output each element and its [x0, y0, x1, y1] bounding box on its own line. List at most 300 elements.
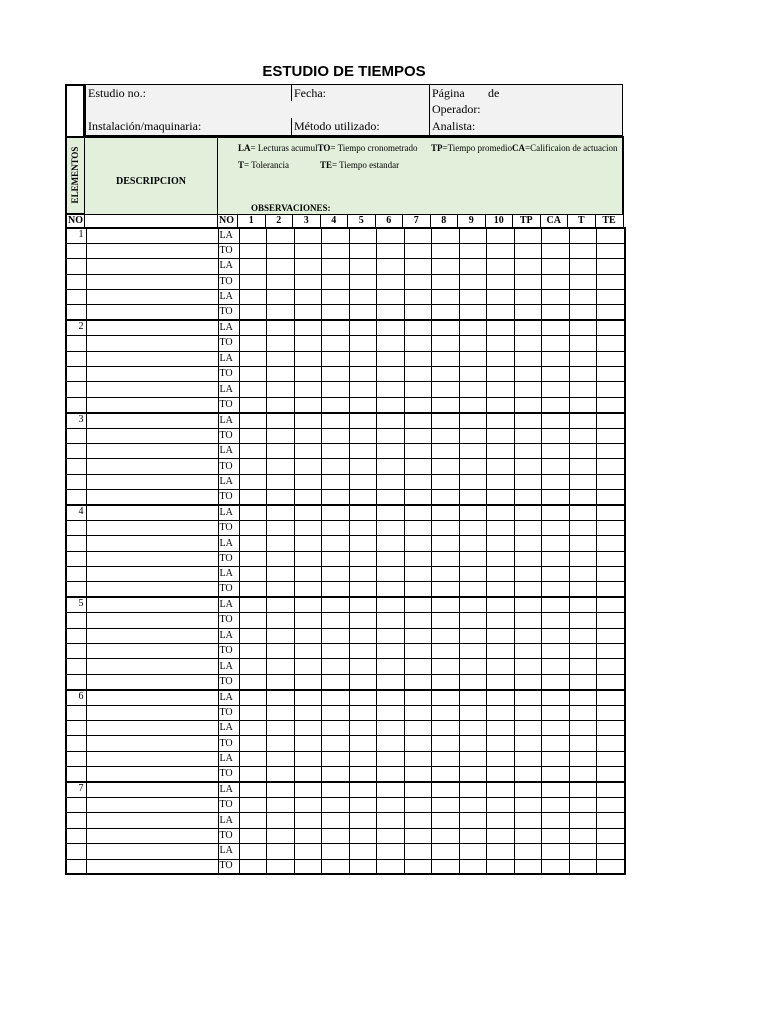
- observation-cell[interactable]: [514, 597, 542, 612]
- observation-cell[interactable]: [239, 520, 267, 535]
- observation-cell[interactable]: [377, 536, 405, 551]
- observation-cell[interactable]: [569, 274, 597, 289]
- observation-cell[interactable]: [294, 320, 322, 335]
- observation-cell[interactable]: [294, 705, 322, 720]
- observation-cell[interactable]: [597, 551, 625, 566]
- observation-cell[interactable]: [569, 813, 597, 828]
- observation-cell[interactable]: [597, 751, 625, 766]
- observation-cell[interactable]: [487, 705, 515, 720]
- description-cell[interactable]: [86, 382, 218, 397]
- observation-cell[interactable]: [597, 274, 625, 289]
- observation-cell[interactable]: [487, 828, 515, 843]
- observation-cell[interactable]: [542, 551, 570, 566]
- observation-cell[interactable]: [514, 490, 542, 505]
- observation-cell[interactable]: [267, 413, 295, 428]
- description-cell[interactable]: [86, 813, 218, 828]
- observation-cell[interactable]: [432, 797, 460, 812]
- observation-cell[interactable]: [349, 597, 377, 612]
- observation-cell[interactable]: [294, 767, 322, 782]
- observation-cell[interactable]: [432, 582, 460, 597]
- observation-cell[interactable]: [267, 767, 295, 782]
- observation-cell[interactable]: [432, 351, 460, 366]
- observation-cell[interactable]: [569, 397, 597, 412]
- observation-cell[interactable]: [322, 490, 350, 505]
- observation-cell[interactable]: [569, 751, 597, 766]
- description-cell[interactable]: [86, 290, 218, 305]
- observation-cell[interactable]: [569, 797, 597, 812]
- observation-cell[interactable]: [404, 259, 432, 274]
- element-number-cell[interactable]: [66, 551, 86, 566]
- observation-cell[interactable]: [349, 613, 377, 628]
- observation-cell[interactable]: [514, 228, 542, 243]
- observation-cell[interactable]: [514, 259, 542, 274]
- observation-cell[interactable]: [267, 782, 295, 797]
- observation-cell[interactable]: [322, 674, 350, 689]
- observation-cell[interactable]: [597, 397, 625, 412]
- observation-cell[interactable]: [514, 782, 542, 797]
- observation-cell[interactable]: [349, 736, 377, 751]
- observation-cell[interactable]: [459, 536, 487, 551]
- observation-cell[interactable]: [404, 274, 432, 289]
- observation-cell[interactable]: [377, 613, 405, 628]
- observation-cell[interactable]: [267, 721, 295, 736]
- description-cell[interactable]: [86, 351, 218, 366]
- observation-cell[interactable]: [542, 520, 570, 535]
- observation-cell[interactable]: [239, 336, 267, 351]
- observation-cell[interactable]: [377, 567, 405, 582]
- observation-cell[interactable]: [569, 351, 597, 366]
- observation-cell[interactable]: [239, 474, 267, 489]
- description-cell[interactable]: [86, 736, 218, 751]
- observation-cell[interactable]: [349, 290, 377, 305]
- observation-cell[interactable]: [349, 721, 377, 736]
- element-number-cell[interactable]: [66, 243, 86, 258]
- observation-cell[interactable]: [322, 428, 350, 443]
- element-number-cell[interactable]: [66, 305, 86, 320]
- observation-cell[interactable]: [239, 674, 267, 689]
- observation-cell[interactable]: [597, 228, 625, 243]
- observation-cell[interactable]: [542, 397, 570, 412]
- observation-cell[interactable]: [569, 520, 597, 535]
- observation-cell[interactable]: [349, 351, 377, 366]
- element-number-cell[interactable]: [66, 721, 86, 736]
- observation-cell[interactable]: [349, 320, 377, 335]
- observation-cell[interactable]: [542, 582, 570, 597]
- observation-cell[interactable]: [569, 859, 597, 874]
- observation-cell[interactable]: [267, 474, 295, 489]
- observation-cell[interactable]: [294, 582, 322, 597]
- observation-cell[interactable]: [542, 828, 570, 843]
- observation-cell[interactable]: [597, 490, 625, 505]
- observation-cell[interactable]: [349, 367, 377, 382]
- observation-cell[interactable]: [459, 228, 487, 243]
- observation-cell[interactable]: [377, 428, 405, 443]
- observation-cell[interactable]: [239, 690, 267, 705]
- observation-cell[interactable]: [542, 428, 570, 443]
- observation-cell[interactable]: [377, 290, 405, 305]
- observation-cell[interactable]: [377, 721, 405, 736]
- element-number-cell[interactable]: 4: [66, 505, 86, 520]
- description-cell[interactable]: [86, 674, 218, 689]
- observation-cell[interactable]: [267, 797, 295, 812]
- element-number-cell[interactable]: [66, 382, 86, 397]
- observation-cell[interactable]: [294, 536, 322, 551]
- observation-cell[interactable]: [487, 690, 515, 705]
- observation-cell[interactable]: [487, 428, 515, 443]
- observation-cell[interactable]: [239, 782, 267, 797]
- observation-cell[interactable]: [459, 243, 487, 258]
- observation-cell[interactable]: [322, 844, 350, 859]
- observation-cell[interactable]: [322, 397, 350, 412]
- observation-cell[interactable]: [377, 320, 405, 335]
- observation-cell[interactable]: [542, 859, 570, 874]
- observation-cell[interactable]: [294, 751, 322, 766]
- observation-cell[interactable]: [487, 674, 515, 689]
- observation-cell[interactable]: [294, 382, 322, 397]
- observation-cell[interactable]: [294, 859, 322, 874]
- element-number-cell[interactable]: [66, 536, 86, 551]
- observation-cell[interactable]: [377, 767, 405, 782]
- observation-cell[interactable]: [267, 320, 295, 335]
- observation-cell[interactable]: [294, 351, 322, 366]
- observation-cell[interactable]: [377, 459, 405, 474]
- observation-cell[interactable]: [459, 767, 487, 782]
- observation-cell[interactable]: [267, 628, 295, 643]
- observation-cell[interactable]: [432, 336, 460, 351]
- observation-cell[interactable]: [322, 613, 350, 628]
- observation-cell[interactable]: [432, 382, 460, 397]
- observation-cell[interactable]: [597, 844, 625, 859]
- observation-cell[interactable]: [459, 644, 487, 659]
- observation-cell[interactable]: [542, 320, 570, 335]
- observation-cell[interactable]: [349, 397, 377, 412]
- observation-cell[interactable]: [322, 505, 350, 520]
- observation-cell[interactable]: [239, 844, 267, 859]
- observation-cell[interactable]: [542, 674, 570, 689]
- observation-cell[interactable]: [294, 305, 322, 320]
- observation-cell[interactable]: [432, 459, 460, 474]
- observation-cell[interactable]: [239, 443, 267, 458]
- observation-cell[interactable]: [404, 305, 432, 320]
- observation-cell[interactable]: [322, 551, 350, 566]
- observation-cell[interactable]: [322, 520, 350, 535]
- observation-cell[interactable]: [267, 336, 295, 351]
- observation-cell[interactable]: [487, 520, 515, 535]
- observation-cell[interactable]: [459, 397, 487, 412]
- observation-cell[interactable]: [239, 382, 267, 397]
- observation-cell[interactable]: [267, 674, 295, 689]
- observation-cell[interactable]: [432, 367, 460, 382]
- observation-cell[interactable]: [542, 705, 570, 720]
- observation-cell[interactable]: [569, 690, 597, 705]
- observation-cell[interactable]: [542, 751, 570, 766]
- observation-cell[interactable]: [432, 828, 460, 843]
- observation-cell[interactable]: [322, 367, 350, 382]
- observation-cell[interactable]: [377, 828, 405, 843]
- observation-cell[interactable]: [487, 751, 515, 766]
- observation-cell[interactable]: [459, 828, 487, 843]
- element-number-cell[interactable]: [66, 490, 86, 505]
- observation-cell[interactable]: [377, 644, 405, 659]
- observation-cell[interactable]: [487, 336, 515, 351]
- observation-cell[interactable]: [294, 736, 322, 751]
- observation-cell[interactable]: [514, 382, 542, 397]
- observation-cell[interactable]: [267, 397, 295, 412]
- observation-cell[interactable]: [514, 428, 542, 443]
- observation-cell[interactable]: [322, 443, 350, 458]
- observation-cell[interactable]: [597, 721, 625, 736]
- observation-cell[interactable]: [322, 474, 350, 489]
- observation-cell[interactable]: [569, 305, 597, 320]
- observation-cell[interactable]: [459, 736, 487, 751]
- observation-cell[interactable]: [377, 228, 405, 243]
- element-number-cell[interactable]: [66, 367, 86, 382]
- observation-cell[interactable]: [514, 351, 542, 366]
- observation-cell[interactable]: [597, 259, 625, 274]
- observation-cell[interactable]: [349, 505, 377, 520]
- observation-cell[interactable]: [569, 767, 597, 782]
- observation-cell[interactable]: [569, 367, 597, 382]
- observation-cell[interactable]: [349, 336, 377, 351]
- observation-cell[interactable]: [514, 305, 542, 320]
- observation-cell[interactable]: [294, 397, 322, 412]
- observation-cell[interactable]: [459, 259, 487, 274]
- observation-cell[interactable]: [514, 705, 542, 720]
- observation-cell[interactable]: [569, 443, 597, 458]
- instalacion-field[interactable]: [85, 118, 292, 136]
- observation-cell[interactable]: [432, 259, 460, 274]
- observation-cell[interactable]: [267, 859, 295, 874]
- observation-cell[interactable]: [487, 259, 515, 274]
- observation-cell[interactable]: [514, 290, 542, 305]
- observation-cell[interactable]: [377, 597, 405, 612]
- observation-cell[interactable]: [239, 320, 267, 335]
- observation-cell[interactable]: [459, 597, 487, 612]
- observation-cell[interactable]: [404, 551, 432, 566]
- observation-cell[interactable]: [404, 828, 432, 843]
- observation-cell[interactable]: [514, 797, 542, 812]
- observation-cell[interactable]: [597, 443, 625, 458]
- element-number-cell[interactable]: [66, 567, 86, 582]
- observation-cell[interactable]: [322, 828, 350, 843]
- observation-cell[interactable]: [294, 551, 322, 566]
- description-cell[interactable]: [86, 751, 218, 766]
- observation-cell[interactable]: [239, 536, 267, 551]
- observation-cell[interactable]: [459, 690, 487, 705]
- observation-cell[interactable]: [349, 705, 377, 720]
- observation-cell[interactable]: [239, 551, 267, 566]
- observation-cell[interactable]: [597, 320, 625, 335]
- observation-cell[interactable]: [322, 351, 350, 366]
- element-number-cell[interactable]: [66, 613, 86, 628]
- observation-cell[interactable]: [569, 844, 597, 859]
- observation-cell[interactable]: [514, 582, 542, 597]
- observation-cell[interactable]: [239, 828, 267, 843]
- observation-cell[interactable]: [432, 813, 460, 828]
- observation-cell[interactable]: [294, 474, 322, 489]
- description-cell[interactable]: [86, 520, 218, 535]
- observation-cell[interactable]: [267, 813, 295, 828]
- observation-cell[interactable]: [294, 367, 322, 382]
- observation-cell[interactable]: [459, 320, 487, 335]
- observation-cell[interactable]: [322, 782, 350, 797]
- description-cell[interactable]: [86, 567, 218, 582]
- observation-cell[interactable]: [514, 628, 542, 643]
- description-cell[interactable]: [86, 797, 218, 812]
- observation-cell[interactable]: [404, 443, 432, 458]
- observation-cell[interactable]: [542, 782, 570, 797]
- observation-cell[interactable]: [294, 520, 322, 535]
- observation-cell[interactable]: [239, 813, 267, 828]
- observation-cell[interactable]: [432, 844, 460, 859]
- observation-cell[interactable]: [322, 659, 350, 674]
- observation-cell[interactable]: [487, 597, 515, 612]
- observation-cell[interactable]: [487, 490, 515, 505]
- description-cell[interactable]: [86, 782, 218, 797]
- element-number-cell[interactable]: 2: [66, 320, 86, 335]
- observation-cell[interactable]: [597, 367, 625, 382]
- observation-cell[interactable]: [377, 443, 405, 458]
- observation-cell[interactable]: [267, 490, 295, 505]
- element-number-cell[interactable]: [66, 705, 86, 720]
- observation-cell[interactable]: [459, 844, 487, 859]
- observation-cell[interactable]: [569, 474, 597, 489]
- description-cell[interactable]: [86, 459, 218, 474]
- description-cell[interactable]: [86, 597, 218, 612]
- observation-cell[interactable]: [432, 551, 460, 566]
- observation-cell[interactable]: [459, 582, 487, 597]
- observation-cell[interactable]: [569, 259, 597, 274]
- observation-cell[interactable]: [404, 397, 432, 412]
- observation-cell[interactable]: [294, 797, 322, 812]
- observation-cell[interactable]: [459, 751, 487, 766]
- observation-cell[interactable]: [487, 721, 515, 736]
- observation-cell[interactable]: [569, 290, 597, 305]
- description-cell[interactable]: [86, 397, 218, 412]
- observation-cell[interactable]: [487, 443, 515, 458]
- description-cell[interactable]: [86, 690, 218, 705]
- observation-cell[interactable]: [404, 505, 432, 520]
- observation-cell[interactable]: [377, 367, 405, 382]
- observation-cell[interactable]: [377, 382, 405, 397]
- observation-cell[interactable]: [322, 721, 350, 736]
- observation-cell[interactable]: [597, 567, 625, 582]
- observation-cell[interactable]: [239, 243, 267, 258]
- observation-cell[interactable]: [267, 443, 295, 458]
- observation-cell[interactable]: [514, 659, 542, 674]
- observation-cell[interactable]: [514, 367, 542, 382]
- element-number-cell[interactable]: 6: [66, 690, 86, 705]
- observation-cell[interactable]: [487, 290, 515, 305]
- observation-cell[interactable]: [569, 505, 597, 520]
- observation-cell[interactable]: [239, 797, 267, 812]
- observation-cell[interactable]: [432, 505, 460, 520]
- element-number-cell[interactable]: [66, 274, 86, 289]
- observation-cell[interactable]: [569, 428, 597, 443]
- element-number-cell[interactable]: [66, 859, 86, 874]
- observation-cell[interactable]: [459, 567, 487, 582]
- observation-cell[interactable]: [514, 567, 542, 582]
- observation-cell[interactable]: [377, 397, 405, 412]
- element-number-cell[interactable]: [66, 844, 86, 859]
- observation-cell[interactable]: [487, 243, 515, 258]
- observation-cell[interactable]: [377, 474, 405, 489]
- observation-cell[interactable]: [294, 290, 322, 305]
- element-number-cell[interactable]: [66, 751, 86, 766]
- observation-cell[interactable]: [349, 828, 377, 843]
- observation-cell[interactable]: [514, 813, 542, 828]
- observation-cell[interactable]: [432, 490, 460, 505]
- observation-cell[interactable]: [404, 382, 432, 397]
- observation-cell[interactable]: [487, 659, 515, 674]
- observation-cell[interactable]: [404, 520, 432, 535]
- observation-cell[interactable]: [569, 613, 597, 628]
- observation-cell[interactable]: [487, 859, 515, 874]
- observation-cell[interactable]: [542, 228, 570, 243]
- observation-cell[interactable]: [404, 320, 432, 335]
- observation-cell[interactable]: [542, 367, 570, 382]
- element-number-cell[interactable]: 3: [66, 413, 86, 428]
- observation-cell[interactable]: [294, 690, 322, 705]
- observation-cell[interactable]: [377, 659, 405, 674]
- observation-cell[interactable]: [239, 736, 267, 751]
- observation-cell[interactable]: [267, 505, 295, 520]
- observation-cell[interactable]: [377, 690, 405, 705]
- element-number-cell[interactable]: [66, 644, 86, 659]
- observation-cell[interactable]: [322, 628, 350, 643]
- observation-cell[interactable]: [322, 320, 350, 335]
- description-cell[interactable]: [86, 474, 218, 489]
- description-cell[interactable]: [86, 582, 218, 597]
- element-number-cell[interactable]: [66, 582, 86, 597]
- observation-cell[interactable]: [487, 228, 515, 243]
- observation-cell[interactable]: [404, 644, 432, 659]
- observation-cell[interactable]: [542, 797, 570, 812]
- observation-cell[interactable]: [432, 443, 460, 458]
- observation-cell[interactable]: [294, 659, 322, 674]
- observation-cell[interactable]: [432, 705, 460, 720]
- observation-cell[interactable]: [267, 551, 295, 566]
- observation-cell[interactable]: [597, 413, 625, 428]
- observation-cell[interactable]: [569, 782, 597, 797]
- observation-cell[interactable]: [267, 828, 295, 843]
- observation-cell[interactable]: [267, 690, 295, 705]
- observation-cell[interactable]: [267, 659, 295, 674]
- observation-cell[interactable]: [459, 551, 487, 566]
- observation-cell[interactable]: [239, 597, 267, 612]
- observation-cell[interactable]: [597, 351, 625, 366]
- observation-cell[interactable]: [404, 582, 432, 597]
- description-cell[interactable]: [86, 490, 218, 505]
- observation-cell[interactable]: [267, 844, 295, 859]
- observation-cell[interactable]: [597, 243, 625, 258]
- observation-cell[interactable]: [597, 828, 625, 843]
- observation-cell[interactable]: [542, 243, 570, 258]
- observation-cell[interactable]: [569, 382, 597, 397]
- element-number-cell[interactable]: [66, 443, 86, 458]
- description-cell[interactable]: [86, 228, 218, 243]
- description-cell[interactable]: [86, 443, 218, 458]
- observation-cell[interactable]: [487, 397, 515, 412]
- observation-cell[interactable]: [404, 690, 432, 705]
- observation-cell[interactable]: [267, 705, 295, 720]
- observation-cell[interactable]: [514, 767, 542, 782]
- observation-cell[interactable]: [377, 782, 405, 797]
- observation-cell[interactable]: [322, 336, 350, 351]
- observation-cell[interactable]: [487, 320, 515, 335]
- observation-cell[interactable]: [294, 459, 322, 474]
- observation-cell[interactable]: [514, 413, 542, 428]
